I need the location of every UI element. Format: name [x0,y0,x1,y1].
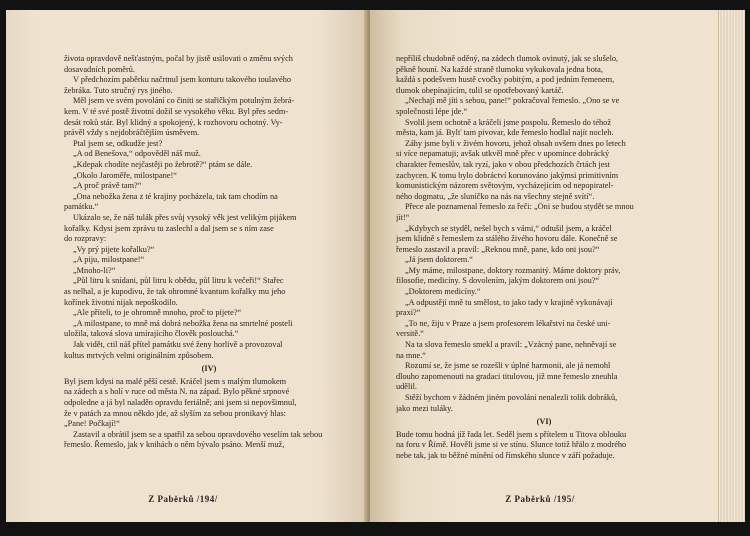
text-line: jsem klidně s řemeslem za stálého živého hovoru dále. Konečně se [396,234,618,244]
text-line: pěkně houní. Na každé straně tlumoku vykukovala jedna bota, [396,64,603,74]
text-line: společnosti lépe jde.“ [396,106,468,116]
text-line: života opravdově nešťastným, počal by jistě usilovati o změnu svých [64,54,293,63]
text-line: Záhy jsme byli v živém hovoru, jehož obsah ovšem dnes po letech [405,138,626,148]
text-line: Na ta slova řemeslo smekl a pravil: „Vzácný pane, nehněvají se [405,340,617,350]
text-line: města, kam já. Bylť tam pivovar, kde řemeslo hodlal najít nocleh. [396,128,614,138]
text-line: „Já jsem doktorem.“ [405,255,473,265]
text-line: „Mnoho-li?“ [73,265,116,275]
text-line: nepříliš chudobně oděný, na zádech tlumok ovinutý, jak se slušelo, [396,54,619,63]
text-line: „Ona nebožka žena z té krajiny pocházela, tak tam chodím na [73,191,278,201]
text-line: kem. V té své postě životní dožil se vysokého věku. Byl přes sedm- [64,106,289,116]
text-line: „Pane! Počkají!“ [64,419,120,429]
text-line: Zastavil a obrátil jsem se a spatřil za sebou opravdového veselím tak sebou [73,429,323,439]
text-line: charakter řemeslův, tak ryzí, jako v obou předchozích črtách jest [396,159,610,169]
text-line: V předchozím paběrku načrtnul jsem konturu takového toulavého [73,75,292,85]
open-book [6,6,744,530]
right-page [370,10,722,522]
text-line: kořínek životní nijak nepoškodilo. [64,297,178,307]
text-line: „Doktorem medicíny.“ [405,287,481,297]
text-line: zachycen. K tomu bylo dobráctví korunováno jakýmsi primitivním [396,170,619,180]
text-line: „Ale příteli, to je ohromně mnoho, proč to pijete?“ [73,308,242,318]
text-line: „My máme, milostpane, doktory rozmanitý. Máme doktory práv, [405,265,621,275]
section-heading: (IV) [201,364,217,374]
text-line: „A odpustějí mně tu smělost, to jako tady v krajině vykonávají [405,297,613,307]
text-line: ného dogmatu, „že sluníčko na nás na všechny stejně svítí“. [396,191,595,201]
text-line: Rozumí se, že jsme se rozešli v úplné harmonii, ale já nemohl [405,361,611,371]
text-line: dlouho zapomenouti na gradaci titulovou, již mne řemeslo zneuhla [396,371,618,381]
text-line: každá s podešvem hustě cvočky pobitým, a pod jedním řemenem, [396,75,615,85]
text-line: „Vy prý pijete kořalku?“ [73,244,155,254]
text-line: tlumok obepínajícím, tulil se opotřebovaný kartáč. [396,85,564,95]
text-line: versitě.“ [396,329,424,339]
text-line: Bude tomu hodná jíž řada let. Seděl jsem s přítelem u Titova oblouku [396,429,627,439]
text-line: dosavadních poměrů. [64,64,135,74]
section-heading: (VI) [536,417,552,427]
text-line: „Půl litru k snídani, půl litru k obědu, půl litru k večeři!“ Stařec [73,276,284,286]
text-line: Ukázalo se, že náš tulák přes svůj vysoký věk jest velikým pijákem [73,212,297,222]
text-line: do rozpravy: [64,234,107,244]
text-line: filosofie, medicíny. S dovolením, jakým doktorem oni jsou?“ [396,276,600,286]
text-line: řemeslo zastavil a pravil: „Reknou mně, pane, kdo oni jsou?“ [396,244,600,254]
text-line: kultus mrtvých velmi originálním způsobem. [64,350,214,360]
text-line: „Okolo Jaroměře, milostpane!“ [73,170,177,180]
text-line: uložila, taková slova umírajícího člověk poslouchá.“ [64,329,239,339]
text-line: praxi?“ [396,308,421,318]
text-line: odpoledne a já byl naladěn opravdu feriálně; ani jsem si nepovšimnul, [64,398,297,407]
text-line: jít!“ [396,212,410,222]
page-number: Z Paběrků /195/ [505,494,575,504]
page-edges [718,10,745,522]
text-line: na foru v Římě. Hověli jsme si ve stínu. Slunce totiž hřálo z modrého [396,440,627,450]
text-line: Ptal jsem se, odkudže jest? [73,138,163,148]
text-line: že v patách za mnou někdo jde, až slyším za sebou pronikavý hlas: [64,408,286,418]
text-line: na zádech a s holí v ruce od města N. na západ. Bylo pěkné srpnové [64,387,290,397]
text-line: památku.“ [64,202,99,212]
text-line: Měl jsem ve svém povolání co činiti se stařičkým potulným žebrá- [73,96,295,106]
text-line: kořalky. Kdysi jsem zprávu tu zaslechl a dal jsem se s ním zase [64,223,274,233]
page-number: Z Paběrků /194/ [148,494,218,504]
text-line: jako mezi tuláky. [396,403,453,413]
text-line: Svolil jsem ochotně a kráčeli jsme pospolu. Řemeslo do téhož [405,117,612,127]
text-line: žebráka. Tuto stručný rys jiného. [64,85,173,95]
text-line: řemeslo. Řemeslo, jak v knihách o něm bývalo psáno. Menší muž, [64,440,285,450]
text-line: udělil. [396,382,417,392]
text-line: „To ne, žiju v Praze a jsem profesorem lékařství na české uni- [405,318,611,328]
text-line: si více nepamatuji; avšak utkvěl mně přec v upomínce dobrácký [396,149,610,159]
text-line: na mne.“ [396,350,426,360]
text-line: „Nechají mě jíti s sebou, pane!“ pokračoval řemeslo. „Ono se ve [405,96,620,106]
text-line: právěl vždy s nejdobráčtějším úsměvem. [64,128,200,138]
text-line: as nelhal, a je kupodivu, že tak ohromné kvantum kořalky mu jeho [64,287,286,297]
text-line: komunistickým názorem světovým, vycházejícím od nepopiratel- [396,181,614,191]
text-line: Přece ale poznamenal řemeslo za řeči: „Oni se budou stydět se mnou [405,202,634,212]
text-line: „Kdybych se styděl, nešel bych s vámi,“ odtušil jsem, a kráčel [405,223,612,233]
text-line: Jak vidět, ctil náš přítel památku své ženy horlivě a provozoval [73,340,283,350]
left-page-text [64,54,354,451]
text-line: Byl jsem kdysi na malé pěší cestě. Kráčel jsem s malým tlumokem [64,376,287,386]
text-line: nebe tak, jak to běžné mínění od římského slunce v září požaduje. [396,450,615,460]
right-page-text [396,54,692,462]
left-page [6,10,368,522]
text-line: „Kdepak chodíte nejčastěji po žebrotě?“ ptám se dále. [73,159,253,169]
text-line: „A piju, milostpane!“ [73,255,145,265]
text-line: Stěží bychom v žádném jiném povolání nenalezli tolik dobráků, [405,393,618,402]
text-line: „A od Benešova,“ odpověděl náš muž. [73,149,201,159]
text-line: „A milostpane, to mně má dobrá nebožka žena na smrtelné posteli [73,318,293,328]
text-line: „A proč právě tam?“ [73,181,142,191]
text-line: desát roků stár. Byl klidný a spokojený, k rozhovoru ochotný. Vy- [64,117,283,127]
